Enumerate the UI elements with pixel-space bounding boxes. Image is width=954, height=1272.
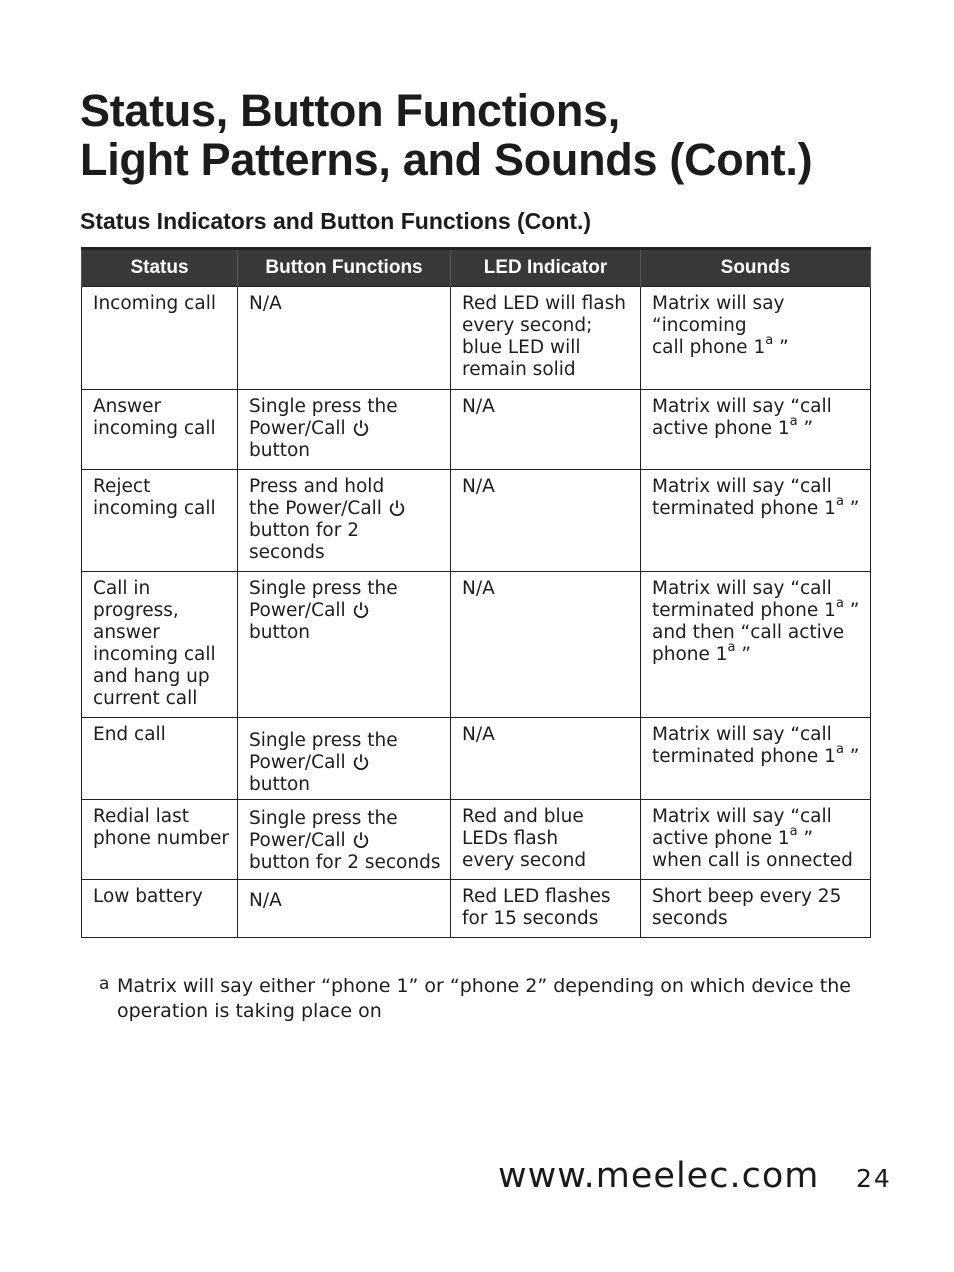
table-row xyxy=(82,390,871,470)
page-title xyxy=(80,86,812,184)
cell-status: Answer incoming call xyxy=(82,390,238,470)
cell-status: Incoming call xyxy=(82,287,238,390)
footnote-mark: a xyxy=(99,974,110,994)
cell-button: Single press the Power/Call button xyxy=(238,718,451,800)
power-icon xyxy=(352,753,370,771)
power-icon xyxy=(352,831,370,849)
header-led-indicator: LED Indicator xyxy=(451,249,641,287)
page-number: 24 xyxy=(856,1164,892,1193)
cell-led: Red LED will flash every second; blue LED will remain solid xyxy=(451,287,641,390)
cell-status: Redial last phone number xyxy=(82,800,238,880)
cell-button: Press and hold the Power/Call button for 2 seconds xyxy=(238,470,451,572)
power-icon xyxy=(352,419,370,437)
header-button-functions: Button Functions xyxy=(238,249,451,287)
table-row xyxy=(82,470,871,572)
cell-sound: Matrix will say “call terminated phone 1$^a$ ” xyxy=(641,470,871,572)
cell-led: N/A xyxy=(451,470,641,572)
title-line-2: Light Patterns, and Sounds (Cont.) xyxy=(80,134,813,185)
footnote xyxy=(99,974,869,1024)
cell-sound: Matrix will say “incoming call phone 1$^a$ ” xyxy=(641,287,871,390)
table-row xyxy=(82,880,871,938)
title-line-1: Status, Button Functions, xyxy=(80,85,620,136)
cell-sound: Short beep every 25 seconds xyxy=(641,880,871,938)
power-icon xyxy=(352,601,370,619)
status-table xyxy=(81,247,871,938)
cell-led: N/A xyxy=(451,718,641,800)
power-icon xyxy=(388,499,406,517)
cell-led: Red and blue LEDs flash every second xyxy=(451,800,641,880)
footnote-text: Matrix will say either “phone 1” or “phone 2” depending on which device the operation is taking place on xyxy=(117,975,851,1022)
header-status: Status xyxy=(82,249,238,287)
header-sounds: Sounds xyxy=(641,249,871,287)
section-subtitle: Status Indicators and Button Functions (Cont.) xyxy=(80,208,592,234)
table-row xyxy=(82,800,871,880)
cell-sound: Matrix will say “call terminated phone 1$^a$ ” and then “call active phone 1$^a$ ” xyxy=(641,572,871,718)
table-header-row xyxy=(82,249,871,287)
table-row xyxy=(82,718,871,800)
cell-status: Call in progress, answer incoming call and hang up current call xyxy=(82,572,238,718)
cell-led: Red LED flashes for 15 seconds xyxy=(451,880,641,938)
cell-button: Single press the Power/Call button xyxy=(238,572,451,718)
table-row xyxy=(82,572,871,718)
cell-status: End call xyxy=(82,718,238,800)
cell-button: Single press the Power/Call button xyxy=(238,390,451,470)
cell-status: Low battery xyxy=(82,880,238,938)
table-row xyxy=(82,287,871,390)
website-url: www.meelec.com xyxy=(498,1156,820,1196)
cell-button: N/A xyxy=(238,880,451,938)
cell-status: Reject incoming call xyxy=(82,470,238,572)
cell-button: Single press the Power/Call button for 2 seconds xyxy=(238,800,451,880)
cell-led: N/A xyxy=(451,572,641,718)
cell-sound: Matrix will say “call terminated phone 1$^a$ ” xyxy=(641,718,871,800)
cell-led: N/A xyxy=(451,390,641,470)
cell-sound: Matrix will say “call active phone 1$^a$ ” when call is onnected xyxy=(641,800,871,880)
cell-sound: Matrix will say “call active phone 1$^a$ ” xyxy=(641,390,871,470)
cell-button: N/A xyxy=(238,287,451,390)
